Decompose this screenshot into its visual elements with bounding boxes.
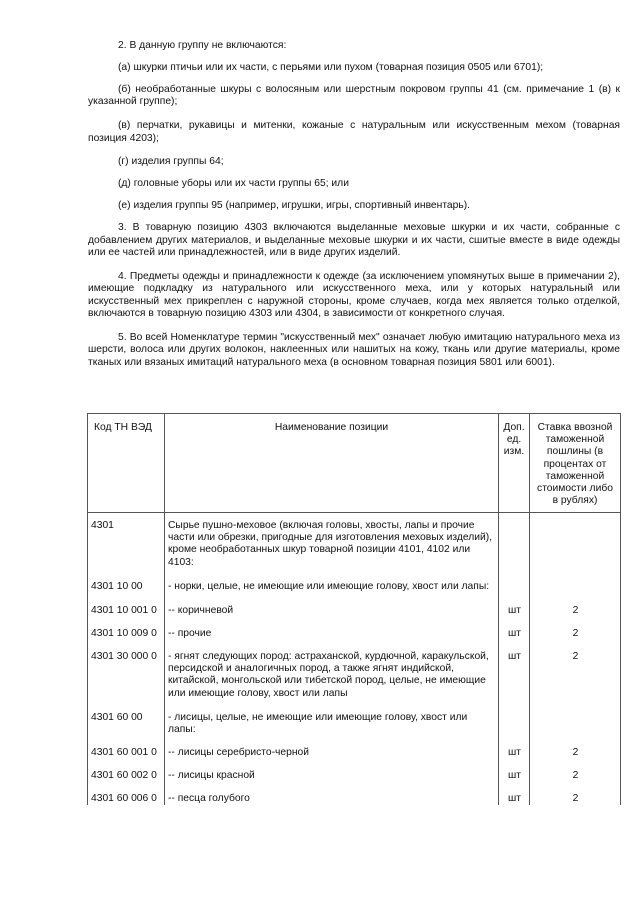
row-rate: 2	[530, 793, 621, 805]
row-name: -- песца голубого	[165, 793, 499, 805]
table-row	[88, 605, 621, 628]
row-code: 4301 10 001 0	[88, 605, 165, 628]
note-4: 4. Предметы одежды и принадлежности к одежде (за исключением упомянутых выше в примечании 2), имеющие подкладку из натурального или искусственного меха, или у которых натуральный или искусственный мех прикреплен с наружной стороны, кроме случаев, когда мех является только отделкой, включаются в товарную позицию 4303 или 4304, в зависимости от конкретного случая.	[88, 271, 620, 320]
row-unit	[499, 581, 530, 605]
row-name: -- коричневой	[165, 605, 499, 628]
row-rate	[530, 712, 621, 747]
row-name: - ягнят следующих пород: астраханской, курдючной, каракульской, персидской и аналогичных пород, а также ягнят индийской, китайской, монгольской или тибетской пород, целые, не имеющие или имеющие голову, хвост или лапы	[165, 651, 499, 712]
row-code: 4301 60 002 0	[88, 770, 165, 793]
row-unit: шт	[499, 793, 530, 805]
row-code: 4301 60 00	[88, 712, 165, 747]
row-code: 4301	[88, 513, 165, 581]
row-rate	[530, 581, 621, 605]
row-name: -- лисицы красной	[165, 770, 499, 793]
header-unit: Доп. ед. изм.	[499, 414, 530, 513]
row-unit: шт	[499, 628, 530, 651]
note-5: 5. Во всей Номенклатуре термин "искусственный мех" означает любую имитацию натурального меха из шерсти, волоса или других волокон, наклеенных или нашитых на кожу, ткань или другие материалы, кроме тканых или вязаных имитаций натурального меха (в основном товарная позиция 5801 или 6001).	[88, 332, 620, 368]
note-2-item-v: (в) перчатки, рукавицы и митенки, кожаные с натуральным или искусственным мехом (товарная позиция 4203);	[88, 120, 620, 144]
row-rate	[530, 513, 621, 581]
table-row	[88, 770, 621, 793]
row-unit	[499, 513, 530, 581]
table-row	[88, 581, 621, 605]
tariff-table	[87, 413, 621, 805]
table-header-row	[88, 414, 621, 513]
notes-section	[88, 40, 620, 381]
note-2-item-e: (е) изделия группы 95 (например, игрушки, игры, спортивный инвентарь).	[118, 200, 471, 212]
note-2-item-a: (а) шкурки птичьи или их части, с перьями или пухом (товарная позиция 0505 или 6701);	[118, 62, 544, 73]
table-row	[88, 747, 621, 770]
table-row	[88, 513, 621, 581]
row-name: -- прочие	[165, 628, 499, 651]
row-rate: 2	[530, 605, 621, 628]
table-row	[88, 651, 621, 712]
row-code: 4301 30 000 0	[88, 651, 165, 712]
table-row	[88, 628, 621, 651]
row-code: 4301 10 00	[88, 581, 165, 605]
table-row	[88, 712, 621, 747]
header-rate: Ставка ввозной таможенной пошлины (в процентах от таможенной стоимости либо в рублях)	[530, 414, 621, 513]
row-unit: шт	[499, 770, 530, 793]
row-unit: шт	[499, 747, 530, 770]
row-code: 4301 60 006 0	[88, 793, 165, 805]
row-code: 4301 60 001 0	[88, 747, 165, 770]
row-rate: 2	[530, 747, 621, 770]
table-row	[88, 793, 621, 805]
row-name: Сырье пушно-меховое (включая головы, хвосты, лапы и прочие части или обрезки, пригодные для изготовления меховых изделий), кроме необработанных шкур товарной позиции 4101, 4102 или 4103:	[165, 513, 499, 581]
row-unit: шт	[499, 605, 530, 628]
row-name: - норки, целые, не имеющие или имеющие голову, хвост или лапы:	[165, 581, 499, 605]
note-2-item-d: (д) головные уборы или их части группы 65; или	[118, 178, 349, 190]
row-unit: шт	[499, 651, 530, 712]
row-unit	[499, 712, 530, 747]
note-3: 3. В товарную позицию 4303 включаются выделанные меховые шкурки и их части, собранные с добавлением других материалов, и выделанные меховые шкурки и их части, сшитые вместе в виде одежды или ее частей или принадлежностей, или в виде других изделий.	[88, 222, 620, 259]
header-code: Код ТН ВЭД	[88, 414, 165, 513]
row-code: 4301 10 009 0	[88, 628, 165, 651]
header-name: Наименование позиции	[165, 414, 499, 513]
row-rate: 2	[530, 651, 621, 712]
row-name: -- лисицы серебристо-черной	[165, 747, 499, 770]
note-2-title: 2. В данную группу не включаются:	[118, 40, 287, 51]
row-name: - лисицы, целые, не имеющие или имеющие голову, хвост или лапы:	[165, 712, 499, 747]
row-rate: 2	[530, 628, 621, 651]
row-rate: 2	[530, 770, 621, 793]
note-2-item-b: (б) необработанные шкуры с волосяным или шерстным покровом группы 41 (см. примечание 1 (в) к указанной группе);	[88, 84, 620, 108]
note-2-item-g: (г) изделия группы 64;	[118, 156, 224, 168]
